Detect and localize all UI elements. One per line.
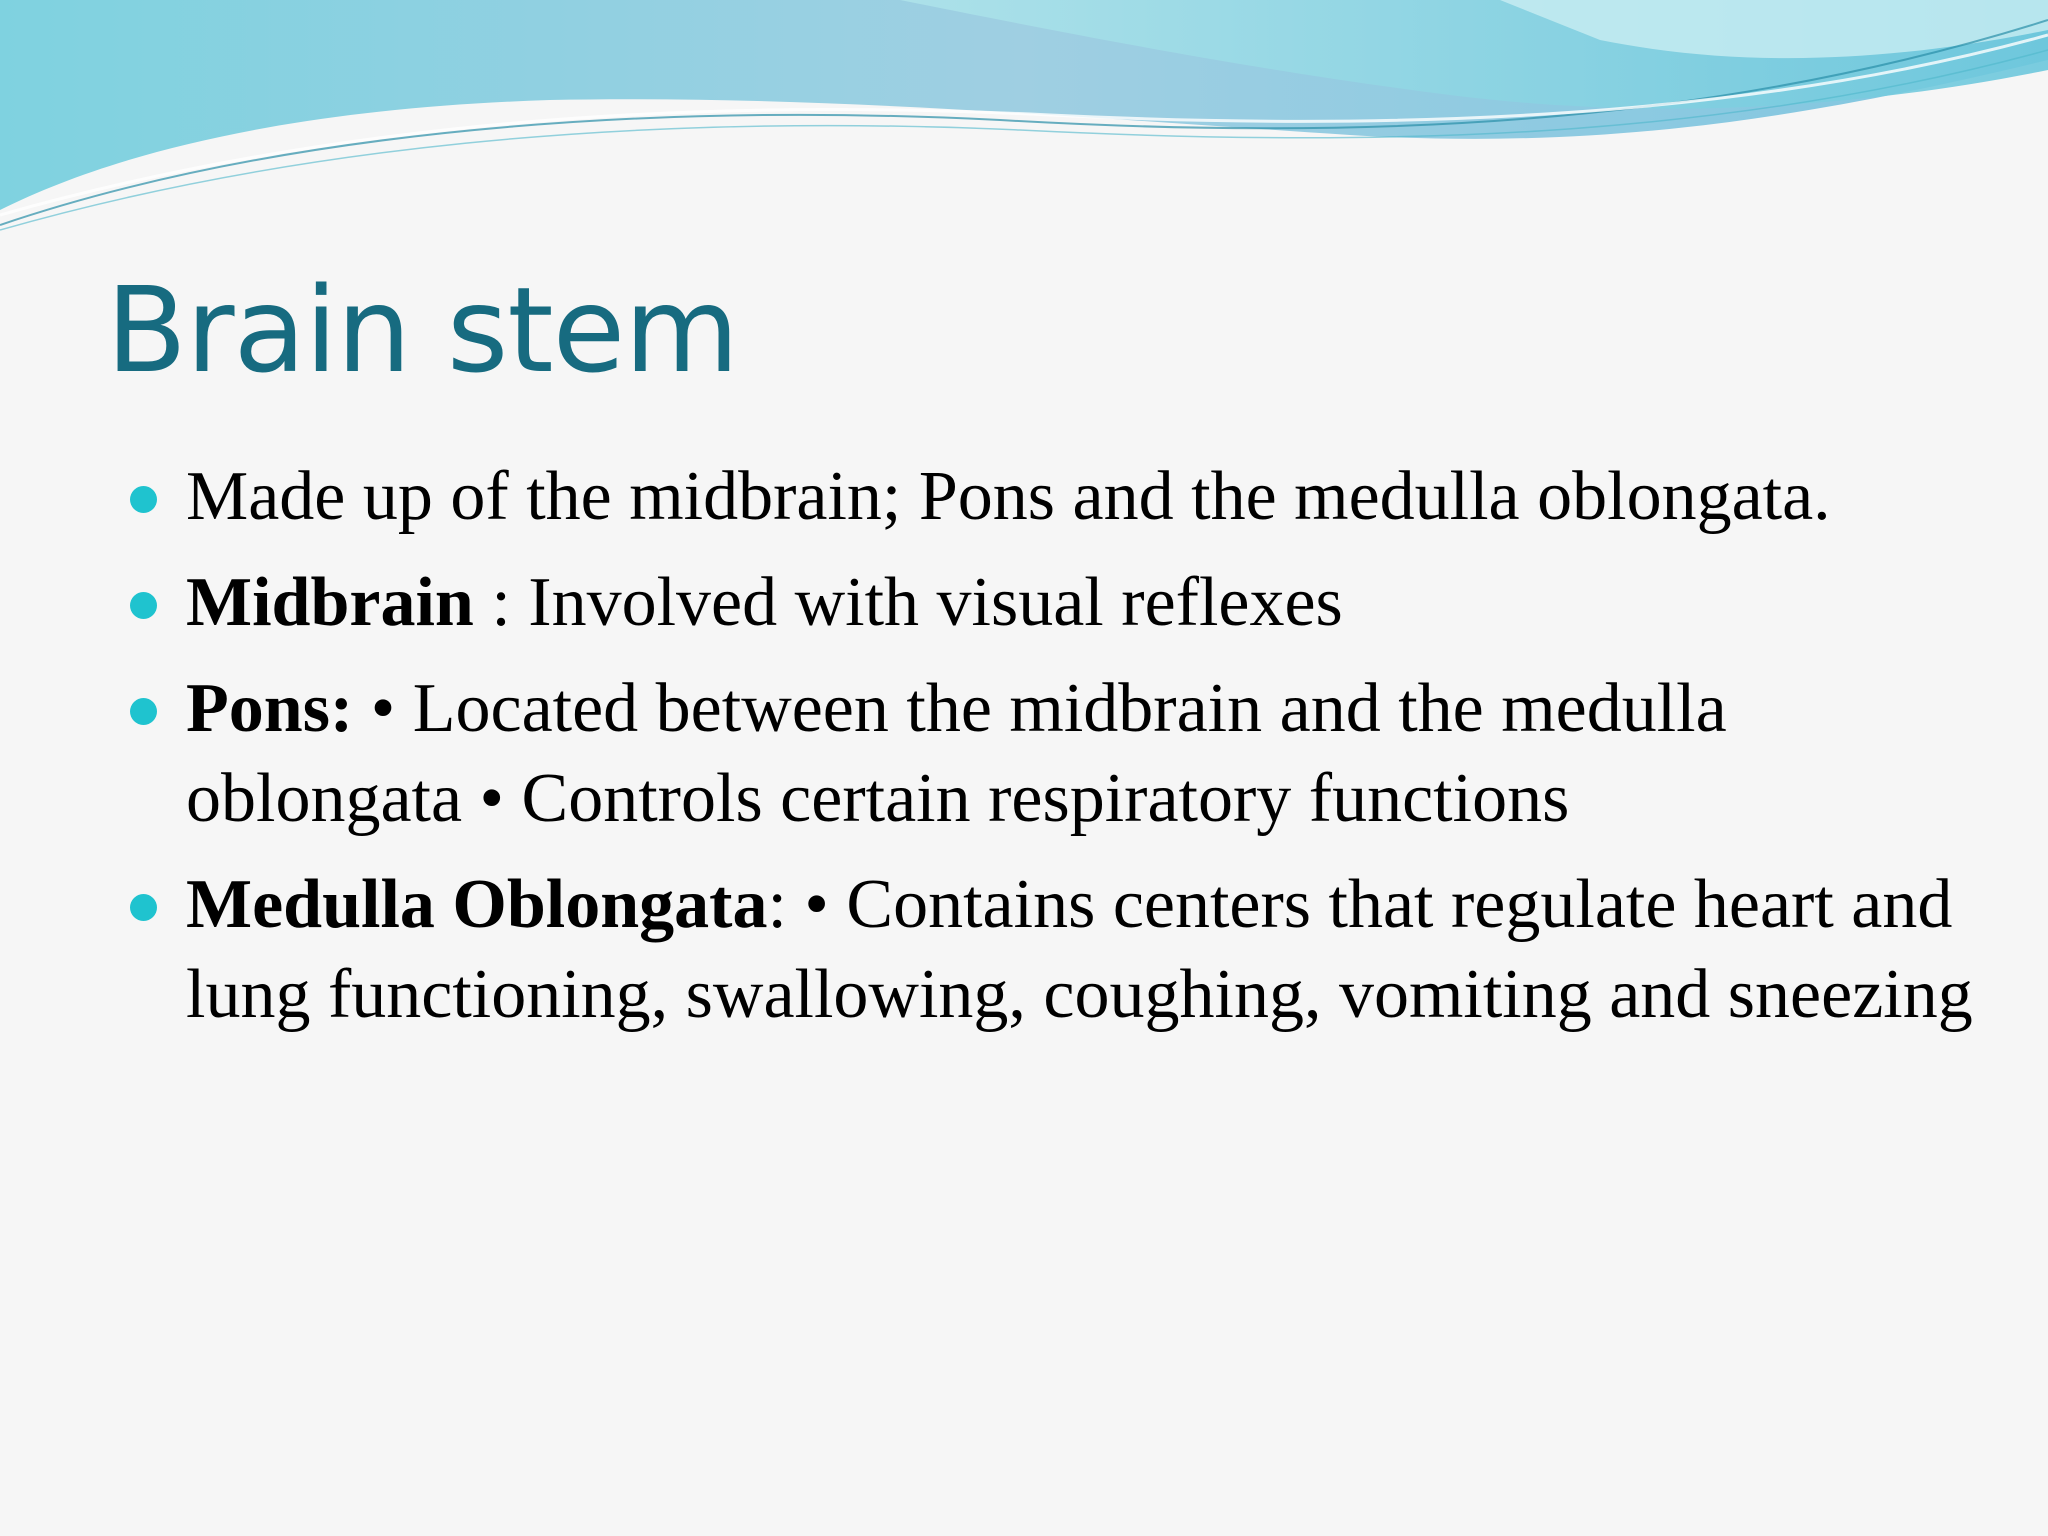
decorative-wave-header bbox=[0, 0, 2048, 240]
slide-title: Brain stem bbox=[106, 261, 739, 399]
bullet-item-midbrain bbox=[130, 558, 2010, 648]
bullet-item-pons bbox=[130, 664, 2010, 844]
bullet-dot-icon bbox=[130, 698, 157, 725]
bullet-text: : Involved with visual reflexes bbox=[473, 564, 1343, 641]
bullet-term: Pons: bbox=[186, 670, 354, 747]
bullet-text: : • Contains centers that regulate heart and lung functioning, swallowing, coughing, vomiting and sneezing bbox=[186, 866, 1973, 1033]
bullet-dot-icon bbox=[130, 592, 157, 619]
bullet-item-brainstem-parts bbox=[130, 452, 2010, 542]
bullet-dot-icon bbox=[130, 894, 157, 921]
bullet-list bbox=[130, 452, 2010, 1056]
bullet-term: Midbrain bbox=[186, 564, 474, 641]
bullet-text: Made up of the midbrain; Pons and the medulla oblongata. bbox=[186, 458, 1831, 535]
bullet-dot-icon bbox=[130, 486, 157, 513]
bullet-term: Medulla Oblongata bbox=[186, 866, 768, 943]
bullet-item-medulla-oblongata bbox=[130, 860, 2010, 1040]
bullet-text: • Located between the midbrain and the medulla oblongata • Controls certain respiratory functions bbox=[186, 670, 1727, 837]
